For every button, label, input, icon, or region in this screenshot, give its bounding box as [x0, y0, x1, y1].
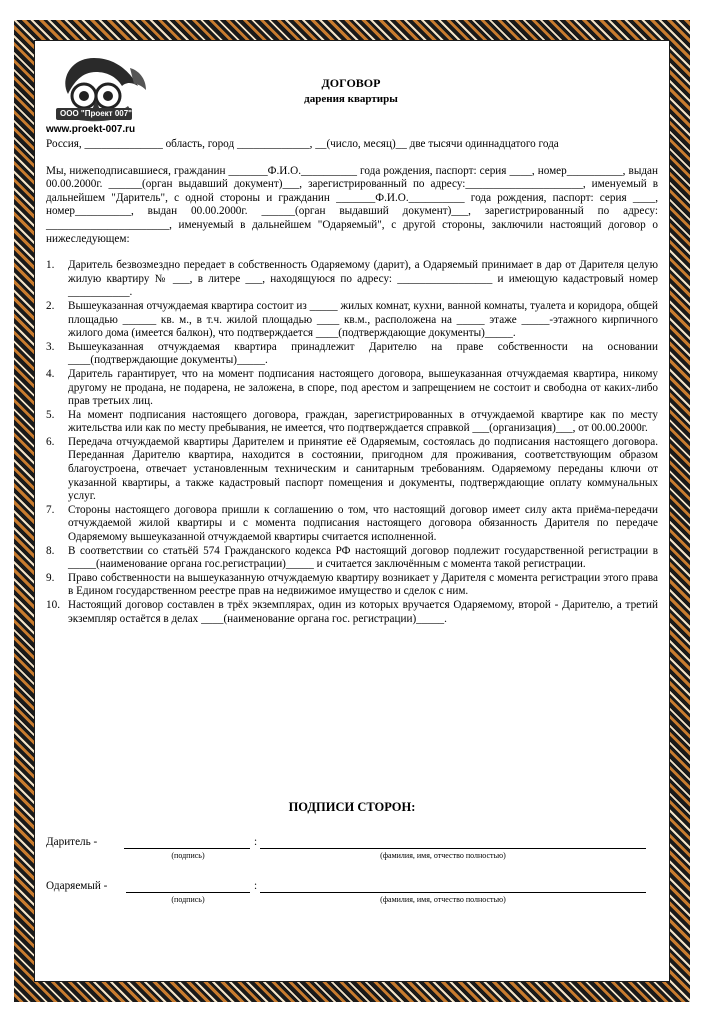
clause-number: 6. [46, 435, 55, 448]
clause-text: Передача отчуждаемой квартиры Дарителем и принятие её Одаряемым, состоялась до подписания настоящего договора. Переданная Дарителю квартира, находится в состоянии, пригодном для проживания, соответствующим образом благоустроена, отвечает установленным техническим и санитарным требованиям. Одаряемому переданы ключи от указанной квартиры, а также кадастровый паспорт помещения и документы, подтверждающие оплату коммунальных услуг. [68, 435, 658, 503]
donor-name-field[interactable] [260, 836, 646, 849]
title-sub: дарения квартиры [304, 93, 398, 105]
recipient-name-field[interactable] [260, 880, 646, 893]
recipient-signature-field[interactable] [126, 880, 250, 893]
separator: : [254, 836, 258, 848]
clause-item [46, 368, 658, 409]
name-caption: (фамилия, имя, отчество полностью) [380, 895, 506, 904]
recipient-label: Одаряемый - [46, 880, 108, 892]
document-title [246, 76, 456, 105]
clause-number: 1. [46, 259, 55, 272]
company-logo [46, 50, 156, 130]
donor-signature-field[interactable] [124, 836, 250, 849]
donor-label: Даритель - [46, 836, 98, 848]
clause-number: 2. [46, 299, 55, 312]
place-date-line: Россия, ______________ область, город _____________, __(число, месяц)__ две тысячи одиннадцатого года [46, 138, 559, 150]
clause-number: 5. [46, 408, 55, 421]
clause-number: 10. [46, 599, 60, 611]
clause-text: Даритель гарантирует, что на момент подписания настоящего договора, вышеуказанная отчуждаемая квартира, никому другому не продана, не подарена, не заложена, в споре, под арестом и запрещением не состоит и свободна от каких-либо прав третьих лиц. [68, 367, 658, 408]
clause-text: Вышеуказанная отчуждаемая квартира принадлежит Дарителю на праве собственности на основании ____(подтверждающие документы)_____. [68, 340, 658, 367]
clause-item [46, 409, 658, 436]
clause-item [46, 572, 658, 599]
clauses-list [46, 259, 658, 626]
clause-item [46, 545, 658, 572]
clause-text: Настоящий договор составлен в трёх экземплярах, один из которых вручается Одаряемому, второй - Дарителю, а третий экземпляр остаётся в делах ____(наименование органа гос. регистрации)_____. [68, 599, 658, 625]
clause-number: 8. [46, 544, 55, 557]
clause-text: Вышеуказанная отчуждаемая квартира состоит из _____ жилых комнат, кухни, ванной комнаты, туалета и коридора, общей площадью ______ кв. м., в т.ч. жилой площадью ____ кв.м., расположена на _____ этаже _____-этажного кирпичного жилого дома (имеется балкон), что подтверждается ____(подтверждающие документы)_____. [68, 299, 658, 340]
clause-text: Право собственности на вышеуказанную отчуждаемую квартиру возникает у Дарителя с момента регистрации этого права в Едином государственном реестре прав на недвижимое имущество и сделок с ним. [68, 571, 658, 598]
clause-item [46, 259, 658, 300]
separator: : [254, 880, 258, 892]
clause-item [46, 599, 658, 626]
clause-text: Стороны настоящего договора пришли к соглашению о том, что настоящий договор имеет силу акта приёма-передачи отчуждаемой жилой квартиры и с момента подписания настоящего договора обязанность Дарителя по передаче Одаряемому вышеуказанной отчуждаемой квартиры считается исполненной. [68, 503, 658, 544]
sign-caption: (подпись) [171, 851, 205, 860]
clause-item [46, 436, 658, 504]
title-main: ДОГОВОР [321, 76, 381, 90]
clause-item [46, 300, 658, 341]
clause-item [46, 504, 658, 545]
clause-item [46, 341, 658, 368]
logo-caption: ООО "Проект 007" [60, 109, 132, 118]
clause-text: На момент подписания настоящего договора, граждан, зарегистрированных в отчуждаемой квартире как по месту жительства или как по месту пребывания, не имеется, что подтверждается справкой ___(организация)___, от 00.00.2000г. [68, 408, 658, 435]
clause-number: 3. [46, 340, 55, 353]
sign-caption: (подпись) [171, 895, 205, 904]
name-caption: (фамилия, имя, отчество полностью) [380, 851, 506, 860]
signatures-heading: ПОДПИСИ СТОРОН: [288, 800, 416, 814]
site-url[interactable]: www.proekt-007.ru [46, 124, 136, 135]
parties-paragraph: Мы, нижеподписавшиеся, гражданин _______Ф.И.О.__________ года рождения, паспорт: серия ____, номер__________, выдан 00.00.2000г. ______(орган выдавший документ)___, зарегистрированный по адресу:_____________________, именуемый в дальнейшем "Даритель", с одной стороны и гражданин _______Ф.И.О.__________ года рождения, паспорт: серия ____, номер__________, выдан 00.00.2000г. ______(орган выдавший документ)___, зарегистрированный по адресу: ______________________, именуемый в дальнейшем "Одаряемый", с другой стороны, заключили настоящий договор о нижеследующем: [46, 164, 658, 245]
clause-number: 9. [46, 571, 55, 584]
clause-number: 4. [46, 367, 55, 380]
clause-number: 7. [46, 503, 55, 516]
clause-text: Даритель безвозмездно передает в собственность Одаряемому (дарит), а Одаряемый принимает в дар от Дарителя целую жилую квартиру № ___, в литере ___, находящуюся по адресу: _________________ и имеющую кадастровый номер ___________. [68, 259, 658, 299]
contract-body [46, 138, 658, 626]
clause-text: В соответствии со статьёй 574 Гражданского кодекса РФ настоящий договор подлежит государственной регистрации в _____(наименование органа гос.регистрации)_____ и считается заключённым с момента такой регистрации. [68, 544, 658, 571]
